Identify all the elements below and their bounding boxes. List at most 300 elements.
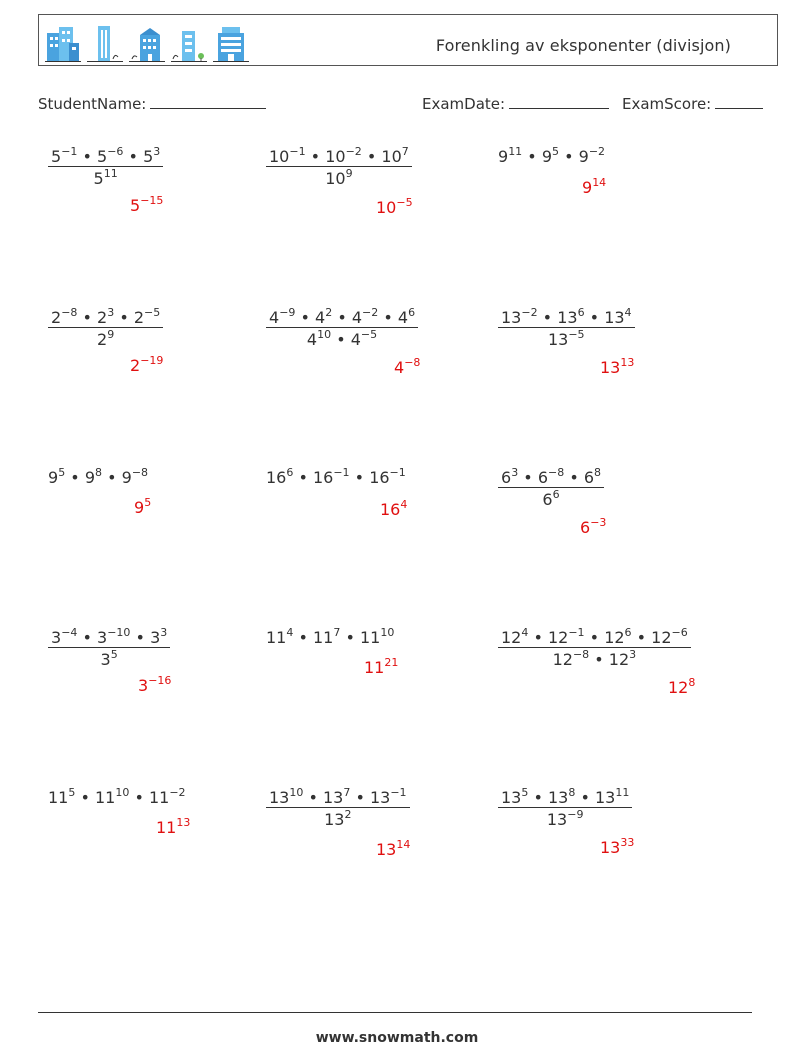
answer-base: 13 — [600, 358, 621, 377]
multiply-dot: • — [310, 147, 321, 166]
student-name-field — [38, 94, 266, 113]
base: 6 — [542, 490, 553, 509]
power-term — [579, 147, 605, 166]
exponent: −1 — [289, 145, 306, 158]
denominator — [266, 327, 418, 349]
exponent: 11 — [103, 167, 118, 180]
base: 16 — [266, 468, 287, 487]
problem-1 — [48, 147, 163, 188]
exponent: −5 — [568, 328, 585, 341]
answer-15 — [600, 838, 634, 857]
power-term — [143, 147, 160, 166]
power-term — [557, 308, 584, 327]
answer-1 — [130, 196, 163, 215]
answer-exponent: −3 — [590, 516, 607, 529]
denominator — [48, 166, 163, 188]
power-term — [323, 788, 350, 807]
exponent: 6 — [577, 306, 585, 319]
multiply-dot: • — [345, 628, 355, 647]
multiply-dot: • — [70, 468, 80, 487]
base: 11 — [266, 628, 287, 647]
exponent: 5 — [552, 145, 559, 158]
multiply-dot: • — [298, 468, 308, 487]
base: 3 — [97, 628, 108, 647]
power-term — [501, 628, 528, 647]
exponent: 7 — [333, 626, 341, 639]
base: 9 — [541, 147, 552, 166]
numerator — [498, 628, 691, 647]
power-term — [547, 810, 584, 829]
base: 16 — [312, 468, 334, 487]
answer-exponent: 14 — [592, 176, 607, 189]
power-term — [351, 330, 377, 349]
exponent: −2 — [521, 306, 538, 319]
problem-13 — [48, 788, 186, 807]
multiply-dot: • — [533, 788, 543, 807]
fraction — [266, 788, 410, 829]
multiply-dot: • — [80, 788, 90, 807]
power-term — [313, 628, 340, 647]
exponent: 8 — [594, 466, 602, 479]
base: 13 — [322, 788, 344, 807]
base: 13 — [369, 788, 391, 807]
numerator — [266, 788, 410, 807]
answer-base: 2 — [130, 356, 141, 375]
exam-score-label: ExamScore: — [622, 95, 712, 113]
exponent: −2 — [169, 786, 186, 799]
power-term — [609, 650, 636, 669]
problem-5 — [266, 308, 418, 349]
power-term — [584, 468, 601, 487]
multiply-dot: • — [580, 788, 590, 807]
base: 2 — [97, 308, 108, 327]
exponent: 5 — [58, 466, 66, 479]
exponent: 3 — [160, 626, 168, 639]
exponent: 7 — [343, 786, 351, 799]
base: 3 — [51, 628, 62, 647]
multiply-dot: • — [589, 308, 600, 327]
power-term — [548, 788, 575, 807]
exponent: −6 — [671, 626, 688, 639]
multiply-dot: • — [594, 650, 604, 669]
exponent: 2 — [325, 306, 333, 319]
base: 9 — [84, 468, 95, 487]
power-term — [538, 468, 564, 487]
problem-15 — [498, 788, 632, 829]
exponent: 5 — [68, 786, 76, 799]
modern-building-icon — [213, 23, 249, 63]
small-building-icon — [171, 23, 207, 63]
base: 12 — [608, 650, 630, 669]
numerator — [266, 308, 418, 327]
multiply-dot: • — [107, 468, 117, 487]
denominator — [48, 327, 163, 349]
student-name-label: StudentName: — [38, 95, 147, 113]
fraction — [48, 628, 170, 669]
base: 3 — [100, 650, 111, 669]
power-term — [95, 788, 129, 807]
exponent: 6 — [408, 306, 416, 319]
multiply-dot: • — [564, 147, 574, 166]
base: 10 — [269, 147, 290, 166]
denominator — [48, 647, 170, 669]
base: 13 — [324, 810, 345, 829]
power-term — [149, 788, 186, 807]
problem-6 — [498, 308, 635, 349]
answer-9 — [580, 518, 606, 537]
base: 3 — [150, 628, 161, 647]
exponent: 3 — [511, 466, 519, 479]
exponent: 6 — [552, 488, 560, 501]
answer-exponent: 33 — [620, 836, 635, 849]
exponent: −8 — [572, 648, 590, 661]
power-term — [325, 169, 352, 188]
fraction — [498, 468, 604, 509]
exponent: −8 — [548, 466, 565, 479]
exam-date-line[interactable] — [509, 94, 609, 109]
base: 5 — [93, 169, 104, 188]
base: 4 — [350, 330, 361, 349]
answer-base: 16 — [380, 500, 401, 519]
exponent: −9 — [279, 306, 296, 319]
base: 13 — [594, 788, 616, 807]
multiply-dot: • — [636, 628, 647, 647]
base: 2 — [97, 330, 108, 349]
answer-8 — [380, 500, 407, 519]
answer-base: 13 — [600, 838, 621, 857]
exam-score-field — [622, 94, 763, 113]
answer-exponent: 5 — [144, 496, 152, 509]
problem-2 — [266, 147, 412, 188]
fraction — [48, 147, 163, 188]
power-term — [325, 147, 362, 166]
exponent: 8 — [95, 466, 102, 479]
multiply-dot: • — [134, 788, 144, 807]
exponent: −1 — [61, 145, 78, 158]
base: 6 — [537, 468, 548, 487]
exponent: 9 — [345, 167, 353, 180]
answer-2 — [376, 198, 413, 217]
denominator — [498, 647, 691, 669]
base: 11 — [359, 628, 381, 647]
answer-exponent: −5 — [396, 196, 413, 209]
exponent: −8 — [61, 306, 78, 319]
multiply-dot: • — [298, 628, 308, 647]
student-name-line[interactable] — [150, 94, 266, 109]
base: 13 — [501, 788, 522, 807]
answer-base: 13 — [376, 840, 397, 859]
base: 10 — [381, 147, 402, 166]
power-term — [101, 650, 118, 669]
multiply-dot: • — [336, 330, 346, 349]
exponent: 9 — [107, 328, 115, 341]
exponent: −1 — [390, 786, 407, 799]
exam-score-line[interactable] — [715, 94, 763, 109]
power-term — [48, 788, 75, 807]
denominator — [498, 807, 632, 829]
power-term — [48, 468, 65, 487]
answer-base: 4 — [394, 358, 405, 377]
answer-base: 12 — [668, 678, 689, 697]
answer-exponent: 21 — [384, 656, 399, 669]
exponent: 3 — [153, 145, 161, 158]
fraction — [48, 308, 163, 349]
multiply-dot: • — [366, 147, 377, 166]
multiply-dot: • — [383, 308, 393, 327]
worksheet-title: Forenkling av eksponenter (divisjon) — [435, 36, 731, 55]
exponent: −9 — [567, 808, 584, 821]
power-term — [266, 468, 293, 487]
multiply-dot: • — [300, 308, 310, 327]
answer-base: 9 — [134, 498, 145, 517]
problem-9 — [498, 468, 604, 509]
exponent: 10 — [317, 328, 332, 341]
exponent: −4 — [61, 626, 78, 639]
exponent: −6 — [107, 145, 124, 158]
answer-base: 11 — [364, 658, 385, 677]
base: 11 — [148, 788, 170, 807]
base: 16 — [369, 468, 390, 487]
base: 4 — [306, 330, 318, 349]
tower-building-icon — [87, 23, 123, 63]
base: 13 — [546, 810, 568, 829]
problem-7 — [48, 468, 148, 487]
base: 9 — [578, 147, 589, 166]
exponent: −1 — [568, 626, 585, 639]
answer-5 — [394, 358, 420, 377]
power-term — [369, 468, 406, 487]
base: 13 — [557, 308, 578, 327]
product-expression — [266, 468, 406, 487]
numerator — [48, 147, 163, 166]
power-term — [398, 308, 415, 327]
exponent: 2 — [344, 808, 352, 821]
multiply-dot: • — [119, 308, 129, 327]
exponent: 8 — [568, 786, 576, 799]
base: 13 — [547, 788, 569, 807]
numerator — [498, 308, 635, 327]
denominator — [266, 166, 412, 188]
base: 13 — [501, 308, 522, 327]
power-term — [501, 468, 518, 487]
exponent: 3 — [107, 306, 115, 319]
exam-date-label: ExamDate: — [422, 95, 506, 113]
multiply-dot: • — [355, 788, 365, 807]
footer-divider — [38, 1012, 752, 1013]
answer-4 — [130, 356, 163, 375]
base: 5 — [143, 147, 154, 166]
answer-3 — [582, 178, 606, 197]
multiply-dot: • — [128, 147, 138, 166]
base: 9 — [121, 468, 132, 487]
exponent: −2 — [588, 145, 606, 158]
exponent: 11 — [508, 145, 523, 158]
exponent: −2 — [362, 306, 379, 319]
exponent: 4 — [624, 306, 632, 319]
power-term — [370, 788, 407, 807]
power-term — [97, 308, 114, 327]
power-term — [51, 308, 77, 327]
exponent: −8 — [131, 466, 149, 479]
answer-7 — [134, 498, 151, 517]
power-term — [651, 628, 688, 647]
base: 12 — [547, 628, 569, 647]
base: 9 — [498, 147, 509, 166]
fraction — [498, 308, 635, 349]
power-term — [542, 490, 559, 509]
product-expression — [266, 628, 394, 647]
power-term — [51, 147, 77, 166]
base: 9 — [48, 468, 59, 487]
answer-exponent: −16 — [148, 674, 172, 687]
base: 11 — [312, 628, 334, 647]
base: 12 — [604, 628, 625, 647]
exponent: 6 — [624, 626, 632, 639]
exponent: 4 — [521, 626, 529, 639]
base: 6 — [583, 468, 595, 487]
numerator — [498, 788, 632, 807]
numerator — [48, 628, 170, 647]
power-term — [266, 628, 293, 647]
answer-base: 5 — [130, 196, 141, 215]
power-term — [313, 468, 350, 487]
exponent: −1 — [389, 466, 406, 479]
power-term — [97, 330, 114, 349]
product-expression — [48, 468, 148, 487]
exponent: 10 — [289, 786, 304, 799]
power-term — [97, 147, 123, 166]
office-buildings-icon — [45, 23, 81, 63]
base: 4 — [397, 308, 409, 327]
power-term — [94, 169, 118, 188]
power-term — [553, 650, 590, 669]
power-term — [315, 308, 332, 327]
power-term — [604, 628, 631, 647]
multiply-dot: • — [533, 628, 543, 647]
base: 12 — [552, 650, 573, 669]
exam-date-field — [422, 94, 609, 113]
power-term — [97, 628, 130, 647]
answer-exponent: −19 — [140, 354, 164, 367]
exponent: 10 — [115, 786, 130, 799]
exponent: 3 — [629, 648, 637, 661]
multiply-dot: • — [589, 628, 600, 647]
base: 12 — [651, 628, 672, 647]
exponent: 11 — [615, 786, 630, 799]
answer-base: 10 — [376, 198, 397, 217]
power-term — [548, 330, 585, 349]
problem-11 — [266, 628, 394, 647]
exponent: −5 — [360, 328, 378, 341]
multiply-dot: • — [135, 628, 145, 647]
base: 4 — [315, 308, 326, 327]
worksheet-header — [38, 14, 778, 66]
product-expression — [48, 788, 186, 807]
denominator — [498, 327, 635, 349]
power-term — [269, 147, 306, 166]
multiply-dot: • — [337, 308, 347, 327]
answer-11 — [364, 658, 398, 677]
answer-base: 6 — [580, 518, 591, 537]
fraction — [498, 788, 632, 829]
base: 11 — [94, 788, 116, 807]
footer-url: www.snowmath.com — [315, 1030, 479, 1046]
multiply-dot: • — [527, 147, 537, 166]
answer-exponent: 8 — [688, 676, 696, 689]
power-term — [595, 788, 629, 807]
fraction — [498, 628, 691, 669]
answer-exponent: 13 — [176, 816, 191, 829]
answer-10 — [138, 676, 171, 695]
power-term — [134, 308, 160, 327]
exponent: 10 — [380, 626, 395, 639]
multiply-dot: • — [523, 468, 533, 487]
power-term — [360, 628, 394, 647]
multiply-dot: • — [82, 308, 92, 327]
numerator — [48, 308, 163, 327]
problem-4 — [48, 308, 163, 349]
base: 5 — [51, 147, 62, 166]
base: 2 — [51, 308, 62, 327]
power-term — [548, 628, 585, 647]
answer-base: 3 — [138, 676, 149, 695]
problem-14 — [266, 788, 410, 829]
multiply-dot: • — [354, 468, 365, 487]
answer-exponent: −15 — [140, 194, 164, 207]
answer-exponent: −8 — [404, 356, 421, 369]
power-term — [352, 308, 378, 327]
multiply-dot: • — [308, 788, 318, 807]
product-expression — [498, 147, 605, 166]
apartment-building-icon — [129, 23, 165, 63]
power-term — [122, 468, 148, 487]
numerator — [498, 468, 604, 487]
power-term — [269, 308, 295, 327]
multiply-dot: • — [542, 308, 553, 327]
denominator — [498, 487, 604, 509]
power-term — [269, 788, 303, 807]
power-term — [501, 788, 528, 807]
base: 13 — [604, 308, 625, 327]
exponent: −5 — [144, 306, 161, 319]
base: 12 — [501, 628, 522, 647]
base: 10 — [325, 147, 346, 166]
answer-base: 9 — [582, 178, 593, 197]
base: 10 — [325, 169, 346, 188]
answer-12 — [668, 678, 695, 697]
power-term — [604, 308, 631, 327]
power-term — [307, 330, 331, 349]
problem-12 — [498, 628, 691, 669]
answer-14 — [376, 840, 410, 859]
base: 4 — [269, 308, 280, 327]
power-term — [498, 147, 522, 166]
base: 13 — [269, 788, 290, 807]
multiply-dot: • — [569, 468, 579, 487]
answer-base: 11 — [156, 818, 177, 837]
exponent: 6 — [286, 466, 294, 479]
power-term — [381, 147, 408, 166]
fraction — [266, 147, 412, 188]
power-term — [150, 628, 167, 647]
fraction — [266, 308, 418, 349]
exponent: −10 — [107, 626, 131, 639]
base: 13 — [547, 330, 569, 349]
exponent: 7 — [401, 145, 409, 158]
numerator — [266, 147, 412, 166]
answer-6 — [600, 358, 634, 377]
power-term — [51, 628, 77, 647]
